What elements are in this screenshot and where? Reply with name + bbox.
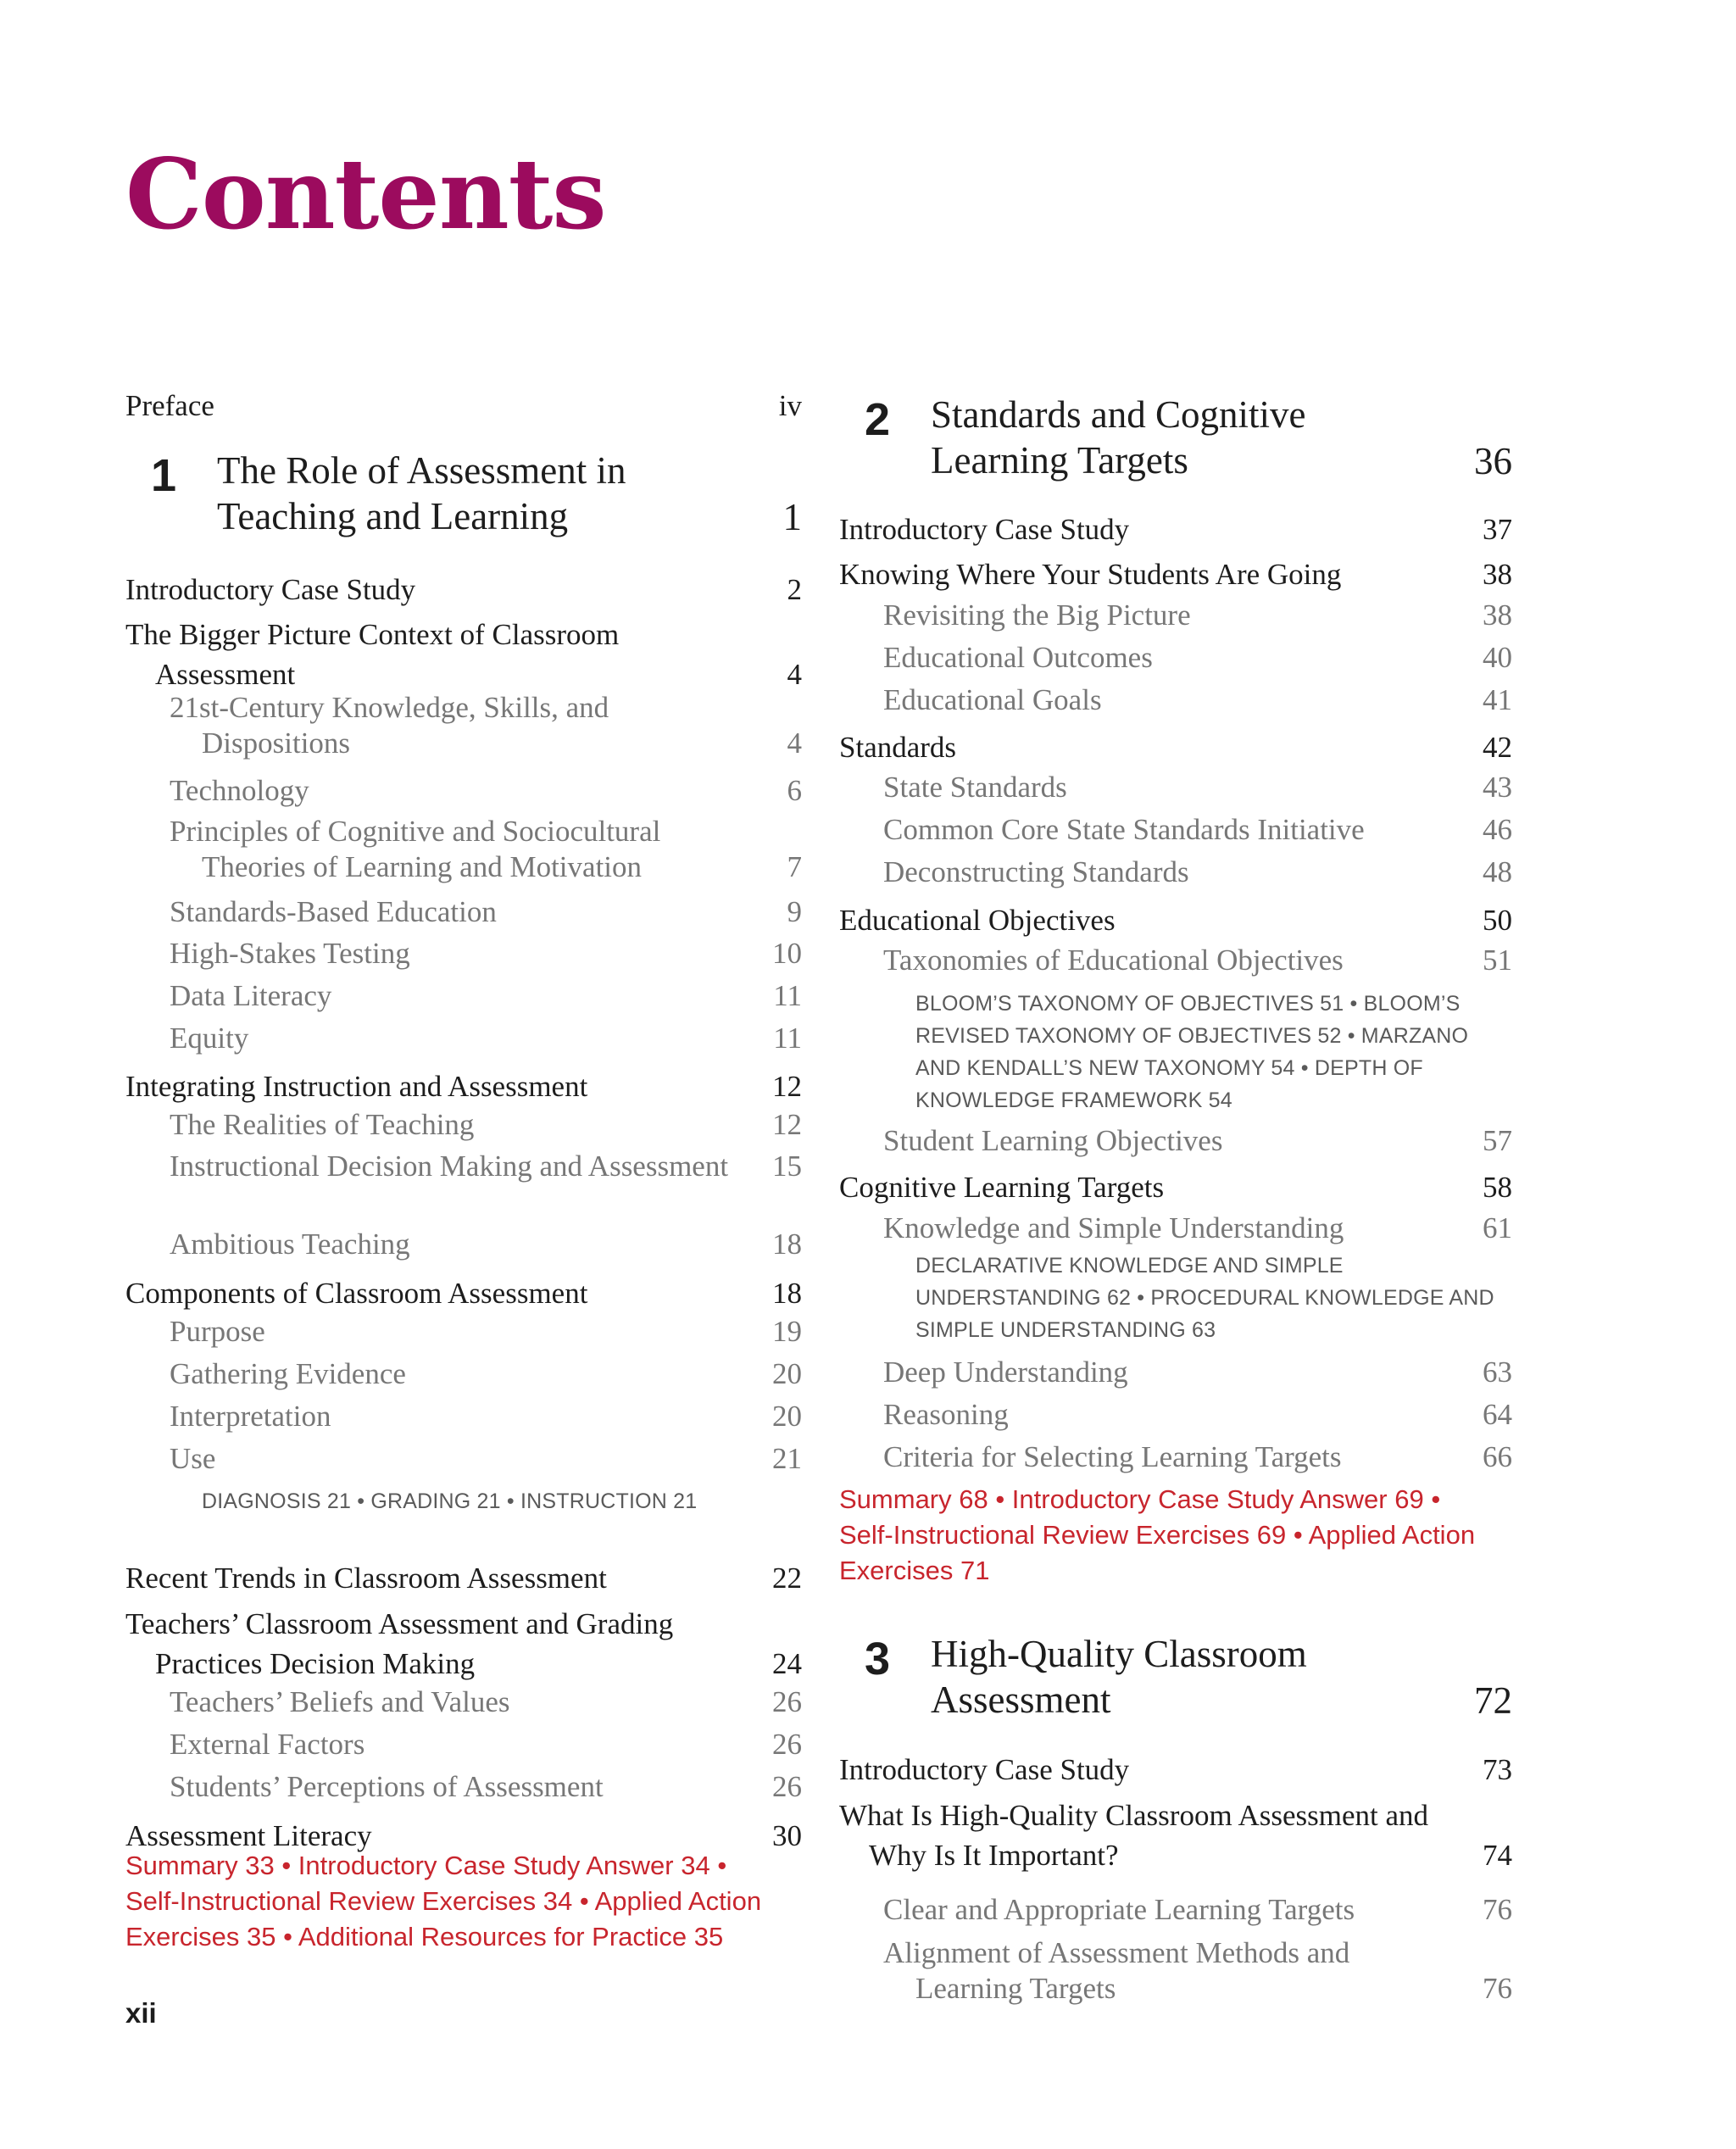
entry-title: The Bigger Picture Context of Classroom Assessment: [125, 618, 620, 691]
entry-title: Instructional Decision Making and Assessment: [170, 1150, 729, 1183]
chapter-end-matter: [839, 1482, 1512, 1589]
toc-entry: [839, 770, 1512, 805]
entry-title: Gathering Evidence: [170, 1357, 406, 1390]
entry-page-number: 61: [1483, 1211, 1512, 1244]
entry-page-number: 43: [1483, 771, 1512, 804]
chapter-number: 3: [865, 1634, 891, 1684]
toc-entry: [125, 1684, 802, 1720]
entry-page-number: 57: [1483, 1124, 1512, 1157]
entry-page-number: 4: [787, 658, 802, 691]
toc-entry: [125, 690, 802, 761]
toc-entry: [839, 509, 1512, 549]
entry-title: High-Stakes Testing: [170, 937, 410, 970]
entry-title: Knowledge and Simple Understanding: [883, 1211, 1344, 1244]
entry-title: 21st-Century Knowledge, Skills, and Dispositions: [170, 691, 609, 760]
entry-page-number: 40: [1483, 641, 1512, 674]
chapter-number: 2: [865, 394, 891, 445]
entry-title: Teachers’ Beliefs and Values: [170, 1685, 510, 1718]
entry-page-number: 26: [772, 1728, 802, 1761]
subtopic-list: [839, 988, 1512, 1116]
toc-entry: [839, 598, 1512, 633]
entry-title: Revisiting the Big Picture: [883, 598, 1191, 632]
toc-entry: [839, 682, 1512, 718]
entry-title: Recent Trends in Classroom Assessment: [125, 1562, 607, 1595]
entry-title: DECLARATIVE KNOWLEDGE AND SIMPLE UNDERSTANDING 62 • PROCEDURAL KNOWLEDGE AND SIMPLE UNDERSTANDING 63: [915, 1254, 1494, 1342]
entry-page-number: 76: [1483, 1893, 1512, 1926]
entry-title: External Factors: [170, 1728, 365, 1761]
entry-page-number: 26: [772, 1770, 802, 1803]
toc-entry: [125, 773, 802, 809]
entry-page-number: 22: [772, 1562, 802, 1595]
chapter-heading: [125, 448, 802, 539]
entry-title: Standards and Cognitive Learning Targets: [931, 393, 1306, 482]
entry-page-number: 20: [772, 1400, 802, 1433]
toc-entry: [125, 1314, 802, 1350]
toc-entry: [839, 943, 1512, 978]
entry-page-number: 58: [1483, 1171, 1512, 1204]
page-number: xii: [125, 1997, 157, 2029]
entry-title: Educational Goals: [883, 683, 1102, 716]
entry-page-number: 19: [772, 1315, 802, 1348]
toc-entry: [839, 855, 1512, 890]
toc-entry: [839, 640, 1512, 676]
entry-page-number: 38: [1483, 558, 1512, 591]
entry-page-number: 18: [772, 1228, 802, 1261]
subtopic-list: [125, 1485, 802, 1517]
entry-page-number: 76: [1483, 1972, 1512, 2005]
entry-title: Data Literacy: [170, 979, 332, 1012]
entry-title: Technology: [170, 774, 309, 807]
entry-page-number: 37: [1483, 513, 1512, 546]
toc-entry: [125, 1769, 802, 1805]
entry-page-number: 51: [1483, 944, 1512, 977]
toc-entry: [839, 1935, 1512, 2007]
toc-entry: [125, 1604, 802, 1684]
entry-title: Principles of Cognitive and Sociocultural Theories of Learning and Motivation: [170, 815, 661, 883]
toc-entry: [125, 1399, 802, 1434]
toc-entry: [839, 1355, 1512, 1390]
entry-page-number: 11: [773, 1022, 802, 1055]
entry-title: Interpretation: [170, 1400, 331, 1433]
entry-title: Integrating Instruction and Assessment: [125, 1070, 588, 1103]
entry-title: Equity: [170, 1022, 249, 1055]
toc-entry: [839, 1211, 1512, 1246]
entry-title: Knowing Where Your Students Are Going: [839, 558, 1342, 591]
entry-title: Standards-Based Education: [170, 895, 497, 928]
entry-title: What Is High-Quality Classroom Assessment and Why Is It Important?: [839, 1799, 1429, 1872]
chapter-heading: [839, 1631, 1512, 1723]
entry-page-number: 73: [1483, 1753, 1512, 1786]
entry-page-number: 46: [1483, 813, 1512, 846]
chapter-end-matter: [125, 1848, 802, 1955]
entry-page-number: 10: [772, 937, 802, 970]
entry-page-number: 24: [772, 1647, 802, 1680]
toc-entry: [125, 1021, 802, 1056]
entry-title: Standards: [839, 731, 957, 764]
entry-page-number: 72: [1474, 1679, 1512, 1722]
toc-entry: [125, 1066, 802, 1106]
entry-title: Clear and Appropriate Learning Targets: [883, 1893, 1355, 1926]
toc-entry: [839, 1750, 1512, 1790]
toc-entry: [125, 386, 802, 426]
entry-title: Reasoning: [883, 1398, 1009, 1431]
entry-title: Preface: [125, 389, 214, 422]
entry-title: Educational Outcomes: [883, 641, 1153, 674]
toc-entry: [839, 1795, 1512, 1875]
entry-page-number: 11: [773, 979, 802, 1012]
entry-title: Cognitive Learning Targets: [839, 1171, 1165, 1204]
entry-page-number: 18: [772, 1277, 802, 1310]
toc-entry: [125, 936, 802, 972]
entry-title: Teachers’ Classroom Assessment and Grading Practices Decision Making: [125, 1607, 674, 1680]
entry-title: Summary 68 • Introductory Case Study Answer 69 • Self-Instructional Review Exercises 69 • Applied Action Exercises 71: [839, 1484, 1476, 1585]
page-title: Contents: [125, 137, 606, 251]
toc-entry: [125, 978, 802, 1014]
entry-page-number: 6: [787, 774, 802, 807]
entry-title: Assessment Literacy: [125, 1819, 372, 1852]
entry-page-number: iv: [778, 389, 802, 422]
entry-title: Deep Understanding: [883, 1356, 1128, 1389]
toc-entry: [839, 554, 1512, 594]
entry-title: State Standards: [883, 771, 1067, 804]
entry-title: High-Quality Classroom Assessment: [931, 1633, 1307, 1721]
entry-page-number: 41: [1483, 683, 1512, 716]
entry-title: BLOOM’S TAXONOMY OF OBJECTIVES 51 • BLOOM’S REVISED TAXONOMY OF OBJECTIVES 52 • MARZANO AND KENDALL’S NEW TAXONOMY 54 • DEPTH OF KNOWLEDGE FRAMEWORK 54: [915, 992, 1469, 1112]
entry-page-number: 26: [772, 1685, 802, 1718]
toc-entry: [839, 1439, 1512, 1475]
toc-entry: [125, 1356, 802, 1392]
entry-page-number: 12: [772, 1108, 802, 1141]
entry-page-number: 20: [772, 1357, 802, 1390]
toc-entry: [125, 1273, 802, 1313]
entry-page-number: 64: [1483, 1398, 1512, 1431]
entry-page-number: 38: [1483, 598, 1512, 632]
entry-page-number: 4: [787, 727, 802, 760]
entry-page-number: 63: [1483, 1356, 1512, 1389]
entry-page-number: 42: [1483, 731, 1512, 764]
entry-title: Introductory Case Study: [839, 1753, 1130, 1786]
toc-entry: [125, 615, 802, 694]
entry-title: Common Core State Standards Initiative: [883, 813, 1365, 846]
entry-title: Deconstructing Standards: [883, 855, 1189, 888]
entry-page-number: 30: [772, 1819, 802, 1852]
entry-title: Students’ Perceptions of Assessment: [170, 1770, 604, 1803]
entry-title: DIAGNOSIS 21 • GRADING 21 • INSTRUCTION 21: [202, 1489, 698, 1513]
entry-title: Introductory Case Study: [839, 513, 1130, 546]
entry-page-number: 9: [787, 895, 802, 928]
toc-entry: [125, 894, 802, 930]
entry-page-number: 48: [1483, 855, 1512, 888]
entry-page-number: 21: [772, 1442, 802, 1475]
toc-entry: [839, 1123, 1512, 1159]
entry-title: Introductory Case Study: [125, 573, 416, 606]
toc-entry: [839, 812, 1512, 848]
toc-entry: [839, 1167, 1512, 1207]
entry-page-number: 36: [1474, 440, 1512, 482]
chapter-number: 1: [151, 450, 177, 501]
entry-page-number: 15: [772, 1150, 802, 1183]
toc-entry: [839, 900, 1512, 940]
chapter-heading: [839, 392, 1512, 483]
entry-title: Student Learning Objectives: [883, 1124, 1223, 1157]
entry-title: Criteria for Selecting Learning Targets: [883, 1440, 1342, 1473]
toc-entry: [839, 727, 1512, 767]
entry-title: Educational Objectives: [839, 904, 1116, 937]
entry-title: The Realities of Teaching: [170, 1108, 475, 1141]
toc-entry: [125, 814, 802, 885]
entry-title: Taxonomies of Educational Objectives: [883, 944, 1344, 977]
entry-title: Purpose: [170, 1315, 265, 1348]
toc-entry: [125, 570, 802, 610]
toc-entry: [839, 1892, 1512, 1928]
subtopic-list: [839, 1250, 1512, 1346]
entry-title: Ambitious Teaching: [170, 1228, 410, 1261]
entry-page-number: 1: [782, 496, 802, 538]
entry-title: Summary 33 • Introductory Case Study Answer 34 • Self-Instructional Review Exercises 34 • Applied Action Exercises 35 • Additional Resources for Practice 35: [125, 1851, 762, 1951]
entry-page-number: 74: [1483, 1839, 1512, 1872]
entry-title: The Role of Assessment in Teaching and Learning: [217, 449, 626, 537]
entry-page-number: 7: [787, 850, 802, 883]
entry-page-number: 12: [772, 1070, 802, 1103]
entry-page-number: 2: [787, 573, 802, 606]
toc-entry: [125, 1149, 802, 1184]
toc-entry: [125, 1441, 802, 1477]
entry-title: Use: [170, 1442, 216, 1475]
toc-entry: [125, 1727, 802, 1762]
entry-page-number: 50: [1483, 904, 1512, 937]
toc-entry: [125, 1558, 802, 1598]
entry-title: Components of Classroom Assessment: [125, 1277, 588, 1310]
entry-page-number: 66: [1483, 1440, 1512, 1473]
entry-title: Alignment of Assessment Methods and Learning Targets: [883, 1936, 1350, 2005]
toc-entry: [839, 1397, 1512, 1433]
toc-entry: [125, 1227, 802, 1262]
toc-entry: [125, 1107, 802, 1143]
